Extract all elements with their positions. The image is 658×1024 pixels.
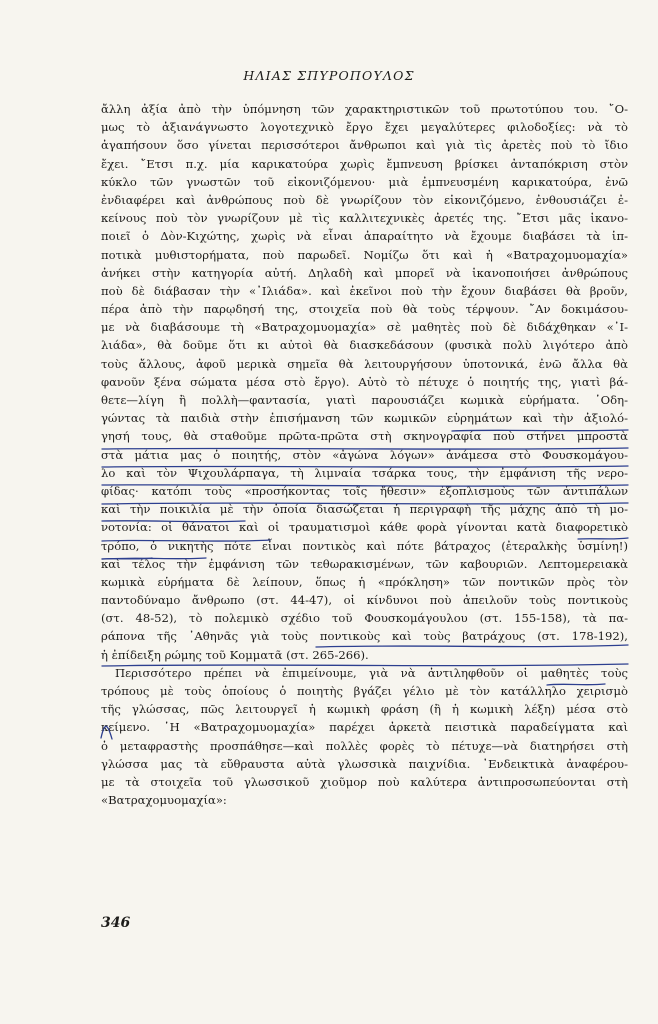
text-line: ὁ μεταφραστὴς προσπάθησε—καὶ πολλὲς φορὲς τὸ πέτυχε—νὰ διατηρήσει στὴ xyxy=(101,738,628,753)
text-line: νοτονία: οἱ θάνατοι καὶ οἱ τραυματισμοὶ κάθε φορὰ γίνονται κατὰ διαφορετικὸ xyxy=(101,520,628,535)
text-line: ἡ ἐπίδειξη ρώμης τοῦ Κομματᾶ (στ. 265-266). xyxy=(101,647,369,662)
text-line: ποιεῖ ὁ Δὸν-Κιχώτης, χωρὶς νὰ εἶναι ἀπαραίτητο νὰ ἔχουμε διαβάσει τὰ ἱπ- xyxy=(101,229,628,244)
text-line: καὶ τέλος τὴν ἐμφάνιση τῶν τεθωρακισμένων, τῶν καβουριῶν. Λεπτομερειακὰ xyxy=(101,556,628,571)
text-line: γλώσσα μας τὰ εὔθραυστα αὐτὰ γλωσσικὰ παιχνίδια. ᾿Ενδεικτικὰ ἀναφέρου- xyxy=(101,756,628,771)
text-line: πέρα ἀπὸ τὴν παρῳδησή της, στοιχεῖα ποὺ θὰ τοὺς τέρψουν. ῎Αν δοκιμάσου- xyxy=(101,302,628,317)
text-line: ἔχει. ῎Ετσι π.χ. μία καρικατούρα χωρὶς ἔμπνευση βρίσκει ἀνταπόκριση στὸν xyxy=(101,156,628,171)
text-line: «Βατραχομυομαχία»: xyxy=(101,793,227,808)
text-line: με νὰ διαβάσουμε τὴ «Βατραχομυομαχία» σὲ μαθητὲς ποὺ δὲ διδάχθηκαν «᾿Ι- xyxy=(101,320,628,335)
text-line: ράπονα τῆς ᾿Αθηνᾶς γιὰ τοὺς ποντικοὺς καὶ τοὺς βατράχους (στ. 178-192), xyxy=(101,629,628,644)
text-line: ἄλλη ἀξία ἀπὸ τὴν ὑπόμνηση τῶν χαρακτηριστικῶν τοῦ πρωτοτύπου του. ῎Ο- xyxy=(101,102,628,116)
text-line: παντοδύναμο ἄνθρωπο (στ. 44-47), οἱ κίνδυνοι ποὺ ἀπειλοῦν τοὺς ποντικοὺς xyxy=(101,593,628,608)
text-line: φανοῦν ξένα σώματα μέσα στὸ ἔργο). Αὐτὸ τὸ πέτυχε ὁ ποιητής της, γιατὶ βά- xyxy=(101,374,628,389)
text-line: με τὰ στοιχεῖα τοῦ γλωσσικοῦ χιοῦμορ ποὺ καλύτερα ἀντιπροσωπεύονται στὴ xyxy=(101,774,628,789)
text-line: ἀνήκει στὴν κατηγορία αὐτή. Δηλαδὴ καὶ μπορεῖ νὰ ἱκανοποιήσει ἀνθρώπους xyxy=(101,265,628,280)
running-header: ΗΛΙΑΣ ΣΠΥΡΟΠΟΥΛΟΣ xyxy=(243,68,415,83)
text-line: κωμικὰ εὑρήματα δὲ λείπουν, ὅπως ἡ «πρόκληση» τῶν ποντικῶν πρὸς τὸν xyxy=(101,574,628,589)
text-line: τρόπους μὲ τοὺς ὁποίους ὁ ποιητὴς βγάζει γέλιο μὲ τὸν κατάλληλο χειρισμὸ xyxy=(101,684,628,698)
text-line: γώντας τὰ παιδιὰ στὴν ἐπισήμανση τῶν κωμικῶν εὑρημάτων καὶ τὴν ἀξιολό- xyxy=(101,411,628,426)
text-line: γησή τους, θὰ σταθοῦμε πρῶτα-πρῶτα στὴ σκηνογραφία ποὺ στήνει μπροστὰ xyxy=(101,429,628,444)
text-line: στὰ μάτια μας ὁ ποιητής, στὸν «ἀγώνα λόγων» ἀνάμεσα στὸ Φουσκομάγου- xyxy=(101,447,628,462)
text-line: θετε—λίγη ἢ πολλὴ—φαντασία, γιατὶ παρουσιάζει κωμικὰ εὑρήματα. ῾Οδη- xyxy=(101,393,628,407)
text-line: τοὺς ἄλλους, ἀφοῦ μερικὰ σημεῖα θὰ λειτουργήσουν ὑποτονικά, ἐνῶ ἄλλα θὰ xyxy=(101,356,628,371)
text-line: Περισσότερο πρέπει νὰ ἐπιμείνουμε, γιὰ νὰ ἀντιληφθοῦν οἱ μαθητὲς τοὺς xyxy=(115,665,628,680)
text-line: κείνους ποὺ τὸν γνωρίζουν μὲ τὶς καλλιτεχνικὲς ἀρετές της. ῎Ετσι μᾶς ἱκανο- xyxy=(101,211,628,226)
text-line: καὶ τὴν ποικιλία μὲ τὴν ὁποία διασώζεται ἡ περιγραφὴ τῆς μάχης ἀπὸ τὴ μο- xyxy=(101,502,628,517)
text-line: ποὺ δὲ διάβασαν τὴν «᾿Ιλιάδα». καὶ ἐκεῖνοι ποὺ τὴν ἔχουν διαβάσει θὰ βροῦν, xyxy=(101,283,628,298)
text-line: τρόπο, ὁ νικητὴς πότε εἶναι ποντικὸς καὶ πότε βάτραχος (ἐτεραλκὴς ὑσμίνη!) xyxy=(101,538,628,553)
text-line: κύκλο τῶν γνωστῶν τοῦ εἰκονιζόμενου· μιὰ ἐμπνευσμένη καρικατούρα, ἐνῶ xyxy=(101,174,628,189)
text-line: ἀγαπήσουν ὅσο γίνεται περισσότεροι ἄνθρωποι καὶ γιὰ τὶς ἀρετὲς ποὺ τὸ ἴδιο xyxy=(101,138,628,153)
page-number: 346 xyxy=(101,915,131,931)
text-line: φίδας· κατόπι τοὺς «προσήκοντας τοῖς ἤθεσιν» ἐξοπλισμοὺς τῶν ἀντιπάλων xyxy=(101,483,628,498)
text-line: λιάδα», θὰ δοῦμε ὅτι κι αὐτοὶ θὰ διασκεδάσουν (φυσικὰ πολὺ λιγότερο ἀπὸ xyxy=(101,338,628,353)
body-text xyxy=(101,100,628,809)
text-line: (στ. 48-52), τὸ πολεμικὸ σχέδιο τοῦ Φουσκομάγουλου (στ. 155-158), τὰ πα- xyxy=(101,611,628,626)
text-line: τῆς γλώσσας, πῶς λειτουργεῖ ἡ κωμικὴ φράση (ἢ ἡ κωμικὴ λέξη) μέσα στὸ xyxy=(101,702,628,717)
text-line: ποτικὰ μυθιστορήματα, ποὺ παρωδεῖ. Νομίζω ὅτι καὶ ἡ «Βατραχομυομαχία» xyxy=(101,247,628,262)
text-line: μως τὸ ἀξιανάγνωστο λογοτεχνικὸ ἔργο ἔχει μεγαλύτερες φιλοδοξίες: νὰ τὸ xyxy=(101,120,628,135)
text-line: ἐνδιαφέρει καὶ ἀνθρώπους ποὺ δὲ γνωρίζουν τὸν εἰκονιζόμενο, ἐνθουσιάζει ἐ- xyxy=(101,192,628,207)
text-line: κείμενο. ῾Η «Βατραχομυομαχία» παρέχει ἀρκετὰ πειστικὰ παραδείγματα καὶ xyxy=(101,720,628,735)
text-line: λο καὶ τὸν Ψιχουλάρπαγα, τὴ λιμναία τσάρκα τους, τὴν ἐμφάνιση τῆς νερο- xyxy=(101,465,628,480)
